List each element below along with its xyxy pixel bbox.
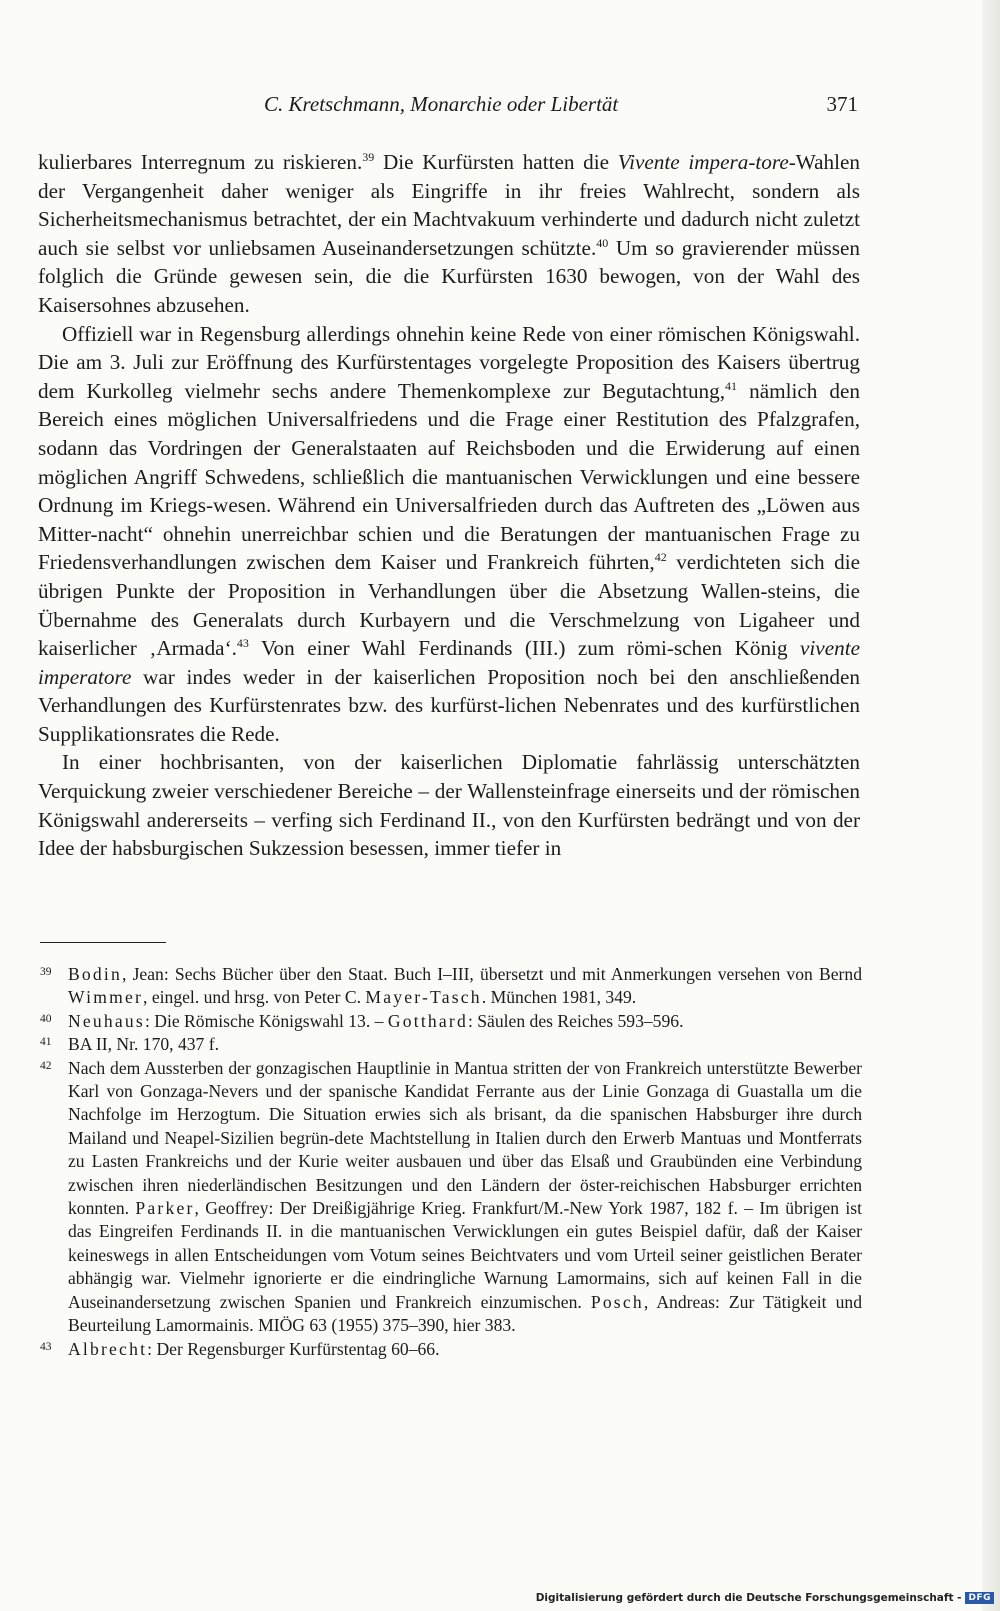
author-name: Wimmer	[68, 987, 144, 1008]
text-run: verdichteten sich die übrigen Punkte der Proposition in Verhandlungen über die Absetzung Wallen-steins, die Übernahme des Generalats durch Kurbayern und die Verschmelzung von Ligaheer und kaiserlicher ‚Armada‘.	[38, 550, 860, 661]
footnote-number: 42	[40, 1059, 52, 1072]
text-run: , Jean: Sechs Bücher über den Staat. Buch I–III, übersetzt und mit Anmerkungen versehen von Bernd	[122, 964, 862, 984]
footer-text: Digitalisierung gefördert durch die Deutsche Forschungsgemeinschaft -	[535, 1592, 962, 1604]
footnote-ref[interactable]: 41	[725, 378, 738, 393]
footnote-41	[40, 1033, 862, 1056]
text-run: . München 1981, 349.	[481, 987, 637, 1008]
digitization-footer	[536, 1589, 994, 1607]
text-run: : Der Regensburger Kurfürstentag 60–66.	[147, 1338, 440, 1359]
page-header	[40, 92, 858, 126]
author-name: Neuhaus	[68, 1010, 145, 1031]
text-run: : Säulen des Reiches 593–596.	[467, 1010, 684, 1031]
text-run: Offiziell war in Regensburg allerdings ohnehin keine Rede von einer römischen Königswahl. Die am 3. Juli zur Eröffnung des Kurfürstentages vorgelegte Proposition des Kaisers übertrug dem Kurkolleg vielmehr sechs andere Themenkomplexe zur Begutachtung,	[38, 321, 860, 403]
footnote-text: BA II, Nr. 170, 437 f.	[68, 1034, 220, 1055]
footnote-ref[interactable]: 43	[236, 636, 249, 651]
paragraph-3	[38, 748, 860, 862]
author-name: Parker	[135, 1198, 195, 1219]
text-run: : Die Römische Königswahl 13. –	[144, 1010, 388, 1031]
running-title: C. Kretschmann, Monarchie oder Libertät	[264, 92, 619, 116]
text-run: , Andreas: Zur Tätigkeit und Beurteilung Lamormainis. MIÖG 63 (1955) 375–390, hier 383.	[68, 1291, 862, 1336]
footnote-ref[interactable]: 42	[654, 550, 667, 565]
footnote-43	[40, 1338, 862, 1361]
footnote-number: 40	[40, 1012, 52, 1025]
text-run: Von einer Wahl Ferdinands (III.) zum römi-schen König	[248, 636, 801, 661]
footnote-text	[68, 1057, 862, 1338]
footnote-40	[40, 1010, 862, 1033]
paragraph-2	[38, 320, 860, 749]
author-name: Mayer-Tasch	[365, 987, 482, 1008]
footnote-text	[68, 1010, 862, 1033]
text-run: In einer hochbrisanten, von der kaiserlichen Diplomatie fahrlässig unterschätzten Verquickung zweier verschiedener Bereiche – der Wallensteinfrage einerseits und der römischen Königswahl andererseits – verfing sich Ferdinand II., von den Kurfürsten bedrängt und von der Idee der habsburgischen Sukzession besessen, immer tiefer in	[38, 750, 860, 861]
footnote-ref[interactable]: 40	[596, 235, 609, 250]
text-run: Um so gravierender müssen folglich die Gründe gewesen sein, die die Kurfürsten 1630 bewogen, von der Wahl des Kaisersohnes abzusehen.	[38, 235, 860, 317]
text-run: kulierbares Interregnum zu riskieren.	[38, 150, 363, 174]
footnote-number: 41	[40, 1036, 52, 1049]
main-text	[38, 148, 860, 863]
footnote-text	[68, 1338, 862, 1361]
author-name: Posch	[590, 1291, 644, 1312]
footnote-ref[interactable]: 39	[362, 149, 375, 164]
text-run: war indes weder in der kaiserlichen Proposition noch bei den anschließenden Verhandlungen des Kurfürstenrates bzw. des kurfürst-lichen Nebenrates und des kurfürstlichen Supplikationsrates die Rede.	[38, 664, 860, 746]
footnote-number: 43	[40, 1340, 52, 1353]
footnotes	[40, 963, 862, 1361]
footnote-42	[40, 1057, 862, 1338]
italic-term: Vivente impera-tore	[617, 150, 789, 174]
italic-term: vivente imperatore	[38, 636, 860, 689]
footnote-39	[40, 963, 862, 1010]
author-name: Bodin	[68, 964, 123, 984]
author-name: Gotthard	[387, 1010, 468, 1031]
dfg-logo-icon: DFG	[965, 1592, 994, 1604]
page-number: 371	[826, 92, 858, 116]
text-run: Die Kurfürsten hatten die	[374, 150, 618, 174]
footnote-separator	[40, 942, 166, 943]
footnote-text	[68, 963, 862, 1010]
page-edge	[982, 0, 1000, 1611]
text-run: nämlich den Bereich eines möglichen Universalfriedens und die Frage einer Restitution des Pfalzgrafen, sodann das Vordringen der Generalstaaten auf Reichsboden und die Erwiderung auf einen möglichen Angriff Schwedens, schließlich die mantuanischen Verwicklungen und eine bessere Ordnung im Kriegs-wesen. Während ein Universalfrieden durch das Auftreten des „Löwen aus Mitter-nacht“ ohnehin unerreichbar schien und die Beratungen der mantuanischen Frage zu Friedensverhandlungen zwischen dem Kaiser und Frankreich führten,	[38, 378, 860, 575]
text-run: -Wahlen der Vergangenheit daher weniger als Eingriffe in ihr freies Wahlrecht, sondern als Sicherheitsmechanismus betrachtet, der ein Machtvakuum verhinderte und dadurch nicht zuletzt auch sie selbst vor unliebsamen Auseinandersetzungen schützte.	[38, 150, 860, 260]
author-name: Albrecht	[68, 1338, 148, 1359]
text-run: Nach dem Aussterben der gonzagischen Hauptlinie in Mantua stritten der von Frankreich unterstützte Bewerber Karl von Gonzaga-Nevers und der spanische Kandidat Ferrante aus der Linie Gonzaga di Guastalla um die Nachfolge im Herzogtum. Die Situation erwies sich als brisant, da die spanischen Habsburger ihre durch Mailand und Neapel-Sizilien begrün-dete Machtstellung in Italien durch den Erwerb Mantuas und Montferrats zu Lasten Frankreichs und der Kurie weiter ausbauen und über das Elsaß und Graubünden eine Verbindung zwischen ihren niederländischen Besitzungen und den Ländern der öster-reichischen Habsburger errichten konnten.	[68, 1057, 862, 1219]
paragraph-1	[38, 148, 860, 320]
text-run: , eingel. und hrsg. von Peter C.	[143, 987, 366, 1008]
footnote-number: 39	[40, 966, 52, 978]
text-run: , Geoffrey: Der Dreißigjährige Krieg. Frankfurt/M.-New York 1987, 182 f. – Im übrigen ist das Eingreifen Ferdinands II. in die mantuanischen Verwicklungen ein gutes Beispiel dafür, daß der Kaiser keineswegs in allen Entscheidungen vom Votum seines Beichtvaters und vom Urteil seiner geistlichen Berater abhängig war. Vielmehr ignorierte er die eindringliche Warnung Lamormains, sich auf keinen Fall in die Auseinandersetzung zwischen Spanien und Frankreich einzumischen.	[68, 1198, 862, 1312]
